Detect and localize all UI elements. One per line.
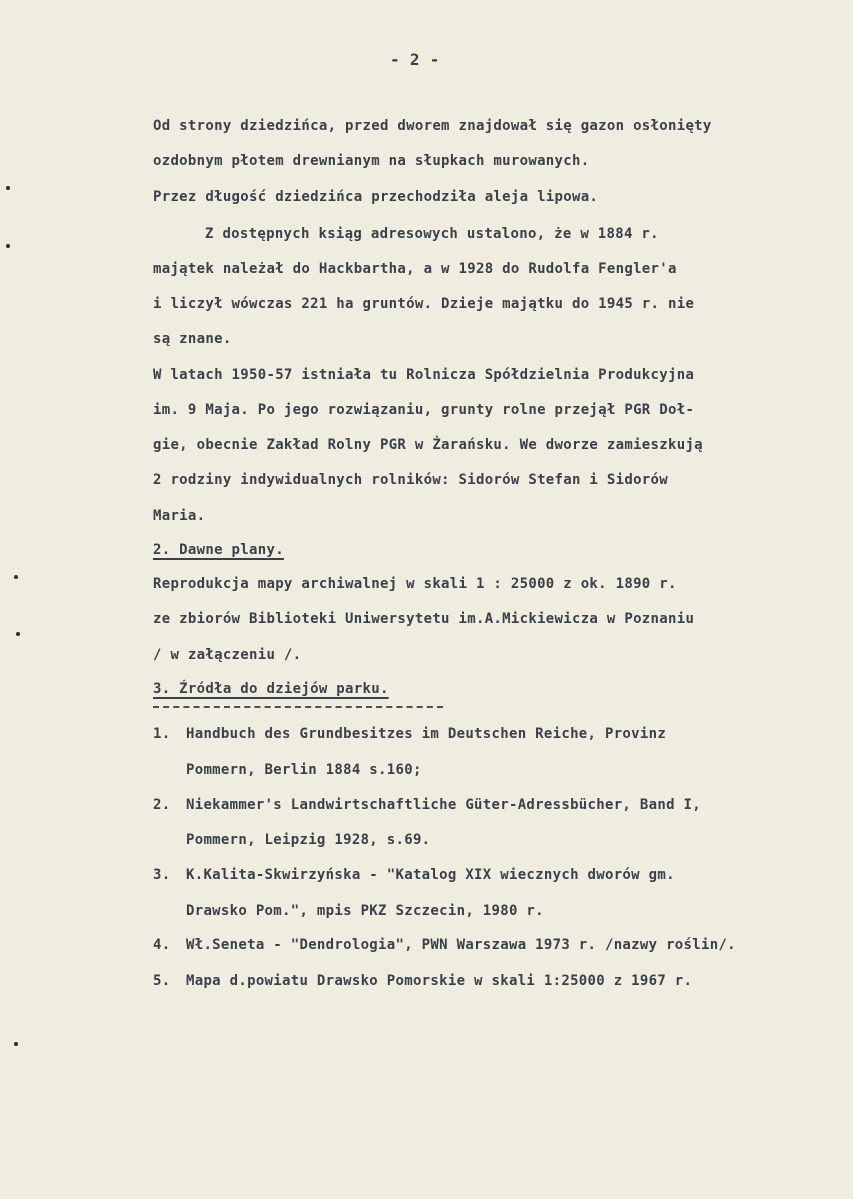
page-number: - 2 - (390, 50, 440, 69)
source-line: Wł.Seneta - "Dendrologia", PWN Warszawa 1973 r. /nazwy roślin/. (186, 937, 736, 953)
section-line: ze zbiorów Biblioteki Uniwersytetu im.A.Mickiewicza w Poznaniu (153, 611, 695, 627)
source-line: Pommern, Berlin 1884 s.160; (186, 762, 422, 778)
margin-mark (6, 186, 10, 190)
paragraph-line: gie, obecnie Zakład Rolny PGR w Żarańsku. We dworze zamieszkują (153, 437, 703, 453)
paragraph-line: i liczył wówczas 221 ha gruntów. Dzieje majątku do 1945 r. nie (153, 296, 695, 312)
source-line: Mapa d.powiatu Drawsko Pomorskie w skali 1:25000 z 1967 r. (186, 973, 693, 989)
paragraph-line: Od strony dziedzińca, przed dworem znajdował się gazon osłonięty (153, 118, 712, 134)
paragraph-line: ozdobnym płotem drewnianym na słupkach murowanych. (153, 153, 590, 169)
margin-mark (14, 575, 18, 579)
paragraph-line: Maria. (153, 508, 206, 524)
source-number: 3. (153, 867, 171, 883)
paragraph-line: Z dostępnych ksiąg adresowych ustalono, że w 1884 r. (205, 226, 659, 242)
source-line: Pommern, Leipzig 1928, s.69. (186, 832, 431, 848)
margin-mark (14, 1042, 18, 1046)
source-number: 5. (153, 973, 171, 989)
divider-rule (153, 706, 443, 708)
source-line: Niekammer's Landwirtschaftliche Güter-Adressbücher, Band I, (186, 797, 701, 813)
margin-mark (6, 244, 10, 248)
section-heading: 2. Dawne plany. (153, 542, 284, 558)
paragraph-line: W latach 1950-57 istniała tu Rolnicza Spółdzielnia Produkcyjna (153, 367, 695, 383)
paragraph-line: 2 rodziny indywidualnych rolników: Sidorów Stefan i Sidorów (153, 472, 668, 488)
source-line: K.Kalita-Skwirzyńska - "Katalog XIX wiecznych dworów gm. (186, 867, 675, 883)
paragraph-line: są znane. (153, 331, 232, 347)
source-number: 1. (153, 726, 171, 742)
source-line: Handbuch des Grundbesitzes im Deutschen Reiche, Provinz (186, 726, 667, 742)
paragraph-line: majątek należał do Hackbartha, a w 1928 do Rudolfa Fengler'a (153, 261, 677, 277)
margin-mark (16, 632, 20, 636)
paragraph-line: im. 9 Maja. Po jego rozwiązaniu, grunty rolne przejął PGR Doł- (153, 402, 695, 418)
section-line: Reprodukcja mapy archiwalnej w skali 1 : 25000 z ok. 1890 r. (153, 576, 677, 592)
section-heading: 3. Źródła do dziejów parku. (153, 681, 389, 697)
source-number: 4. (153, 937, 171, 953)
section-line: / w załączeniu /. (153, 647, 302, 663)
paragraph-line: Przez długość dziedzińca przechodziła aleja lipowa. (153, 189, 599, 205)
source-line: Drawsko Pom.", mpis PKZ Szczecin, 1980 r. (186, 903, 544, 919)
source-number: 2. (153, 797, 171, 813)
